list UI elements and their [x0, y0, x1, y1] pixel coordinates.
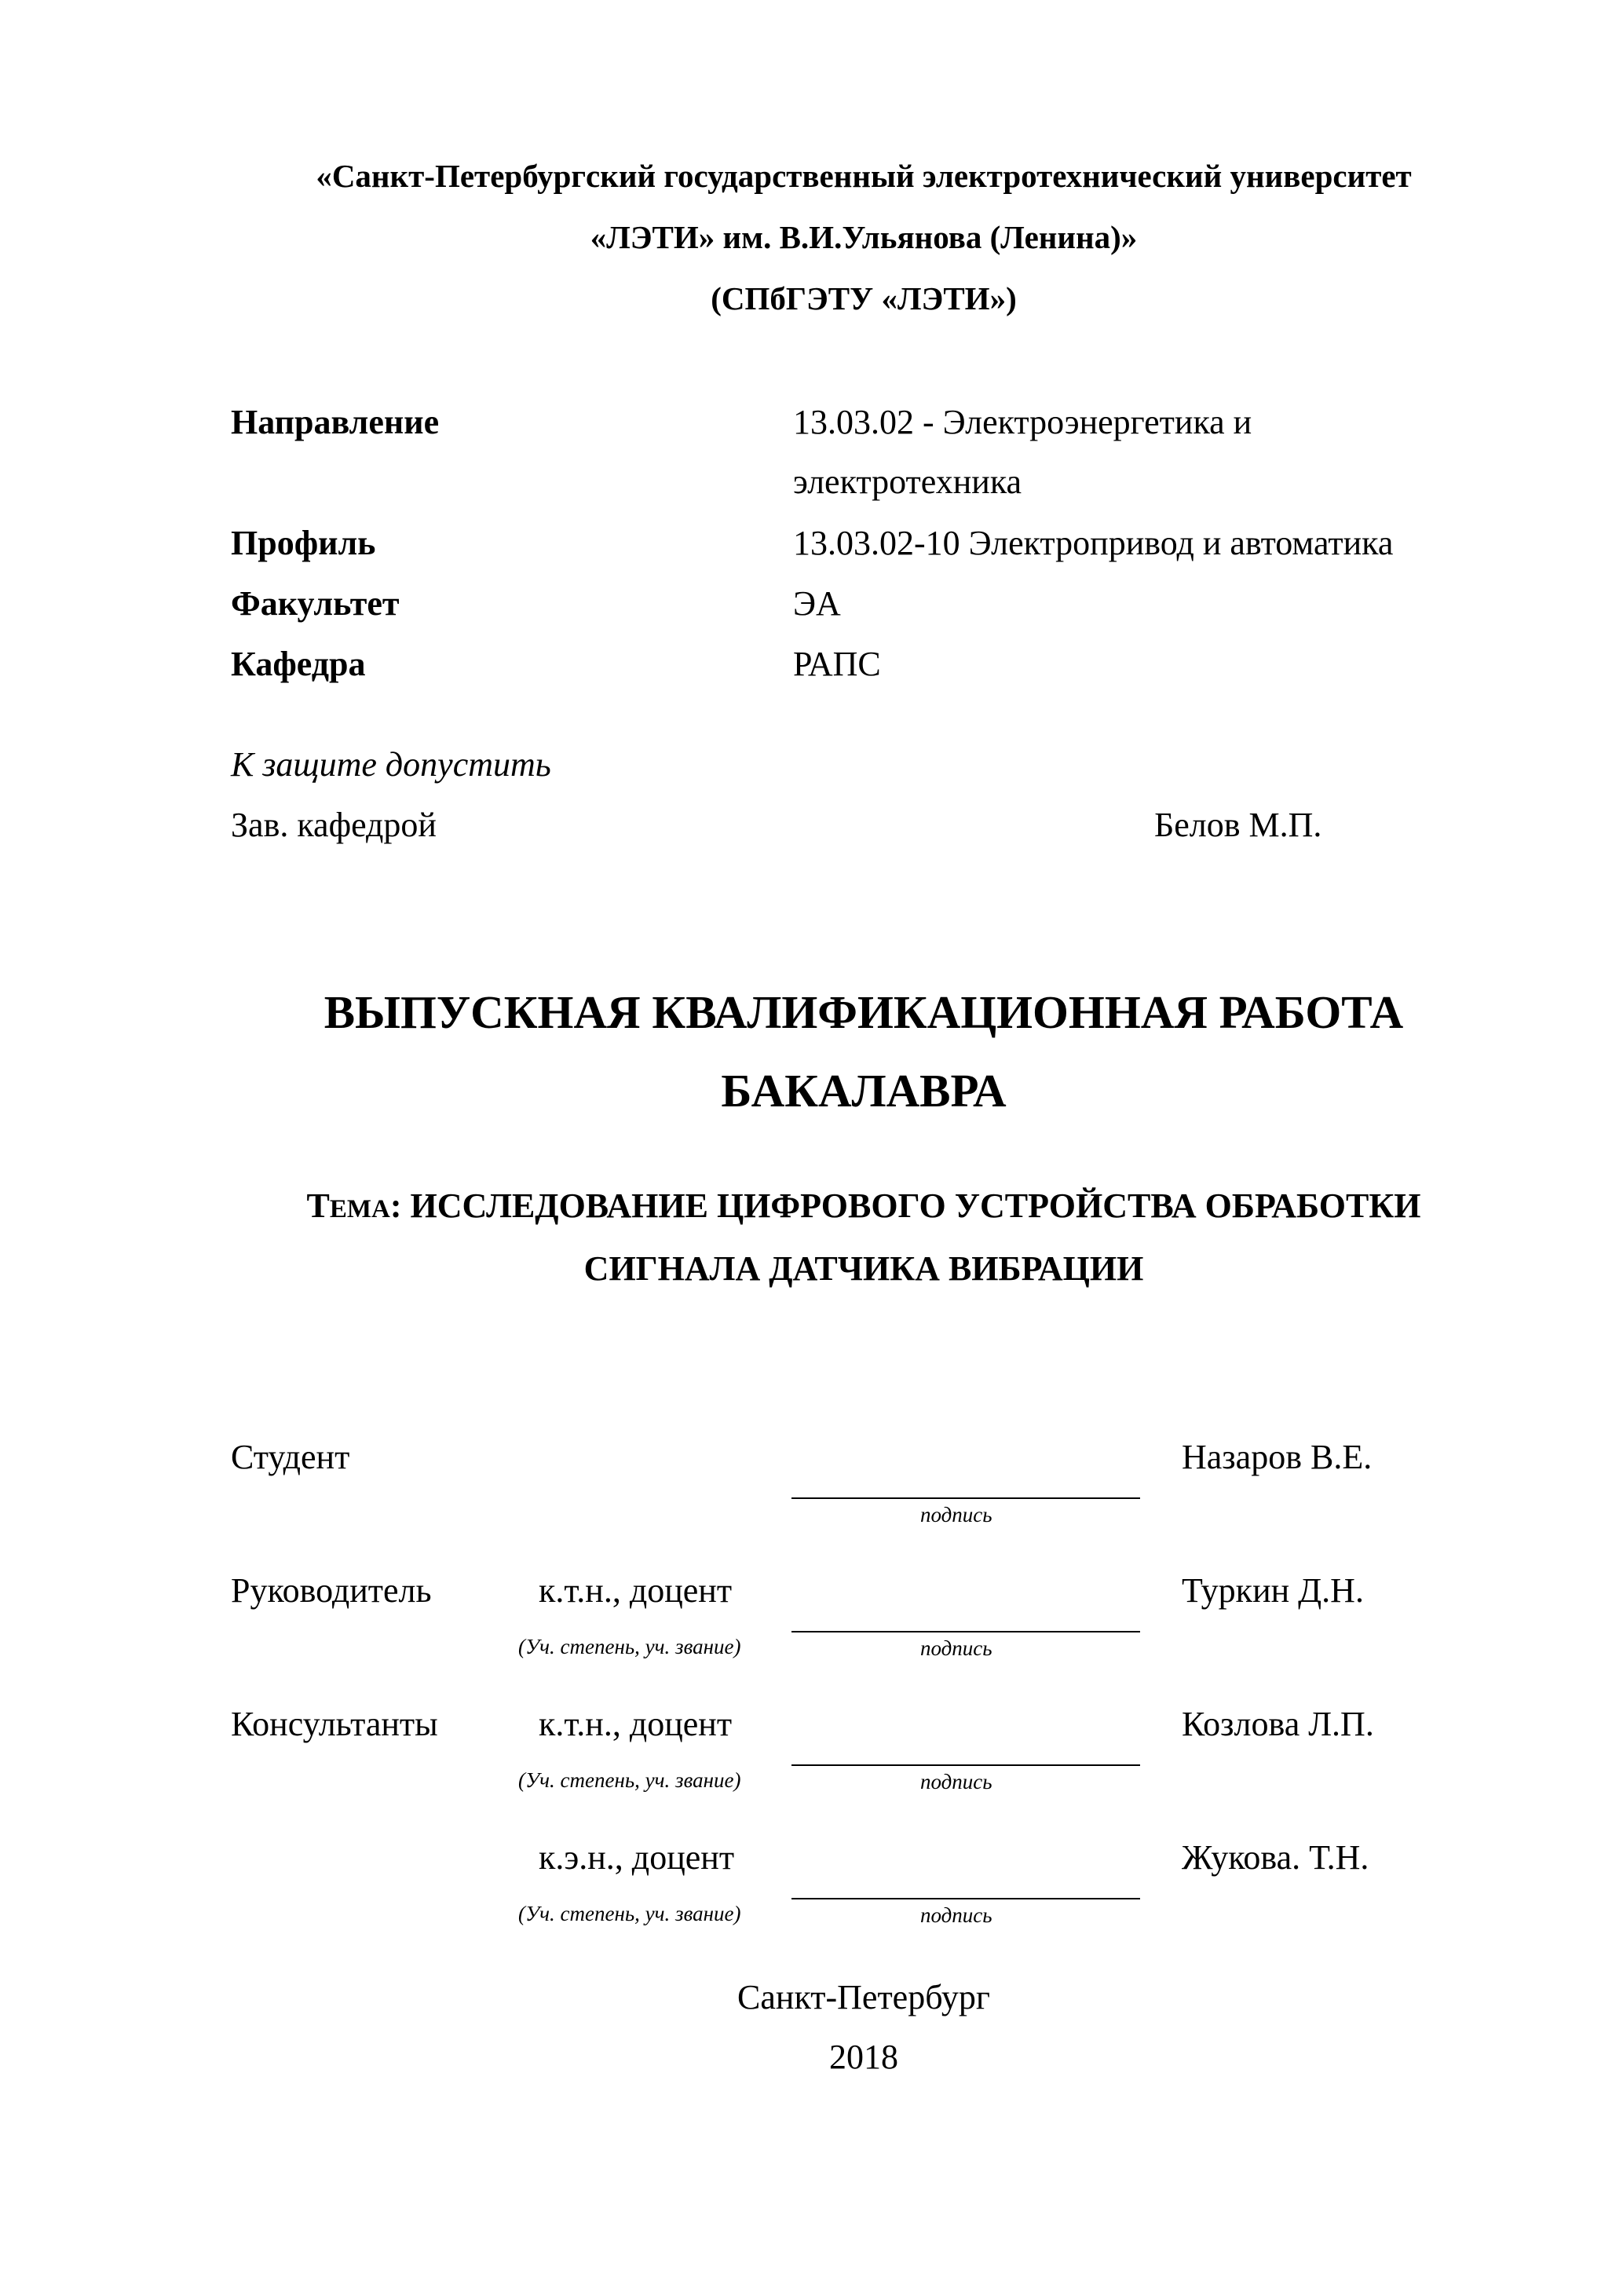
admit-to-defense: К защите допустить — [231, 745, 551, 784]
university-name-line1: «Санкт-Петербургский государственный электротехнический университет — [316, 158, 1412, 194]
university-abbreviation: (СПбГЭТУ «ЛЭТИ») — [711, 280, 1017, 316]
consultant1-degree: к.т.н., доцент — [539, 1705, 733, 1743]
department-label: Кафедра — [231, 645, 366, 683]
topic-prefix-initial: Т — [306, 1186, 330, 1225]
consultants-role: Консультанты — [231, 1705, 438, 1743]
head-of-department-label: Зав. кафедрой — [231, 806, 437, 844]
topic-title-line1: ИССЛЕДОВАНИЕ ЦИФРОВОГО УСТРОЙСТВА ОБРАБОТКИ — [410, 1186, 1421, 1225]
consultant2-name: Жукова. Т.Н. — [1182, 1838, 1369, 1877]
city: Санкт-Петербург — [737, 1978, 990, 2016]
profile-value: 13.03.02-10 Электропривод и автоматика — [793, 524, 1394, 562]
faculty-value: ЭА — [793, 584, 841, 623]
university-name-line2: «ЛЭТИ» им. В.И.Ульянова (Ленина)» — [590, 219, 1138, 255]
consultant2-degree-caption: (Уч. степень, уч. звание) — [518, 1902, 741, 1925]
direction-label: Направление — [231, 403, 440, 441]
supervisor-role: Руководитель — [231, 1571, 432, 1610]
supervisor-degree-caption: (Уч. степень, уч. звание) — [518, 1635, 741, 1658]
topic-line1 — [0, 1186, 1623, 1226]
consultant2-signature-caption: подпись — [920, 1903, 992, 1927]
consultant1-signature-line — [791, 1764, 1140, 1766]
student-signature-line — [791, 1497, 1140, 1499]
consultant2-degree: к.э.н., доцент — [539, 1838, 735, 1877]
topic-colon: : — [389, 1186, 411, 1225]
profile-label: Профиль — [231, 524, 376, 562]
topic-prefix-rest: ЕМА — [329, 1195, 390, 1223]
consultant1-degree-caption: (Уч. степень, уч. звание) — [518, 1768, 741, 1792]
consultant2-signature-line — [791, 1898, 1140, 1899]
document-title-line2: БАКАЛАВРА — [721, 1065, 1007, 1117]
faculty-label: Факультет — [231, 584, 400, 623]
supervisor-name: Туркин Д.Н. — [1182, 1571, 1364, 1610]
supervisor-signature-caption: подпись — [920, 1636, 992, 1660]
consultant1-name: Козлова Л.П. — [1182, 1705, 1374, 1743]
consultant1-signature-caption: подпись — [920, 1770, 992, 1793]
student-role: Студент — [231, 1438, 350, 1476]
head-of-department-name: Белов М.П. — [1154, 806, 1322, 844]
department-value: РАПС — [793, 645, 881, 683]
direction-value-line2: электротехника — [793, 462, 1022, 501]
document-title-line1: ВЫПУСКНАЯ КВАЛИФИКАЦИОННАЯ РАБОТА — [324, 986, 1404, 1038]
student-signature-caption: подпись — [920, 1503, 992, 1526]
supervisor-signature-line — [791, 1631, 1140, 1632]
direction-value-line1: 13.03.02 - Электроэнергетика и — [793, 403, 1252, 441]
topic-line2: СИГНАЛА ДАТЧИКА ВИБРАЦИИ — [583, 1249, 1144, 1288]
supervisor-degree: к.т.н., доцент — [539, 1571, 733, 1610]
student-name: Назаров В.Е. — [1182, 1438, 1373, 1476]
year: 2018 — [829, 2038, 898, 2076]
